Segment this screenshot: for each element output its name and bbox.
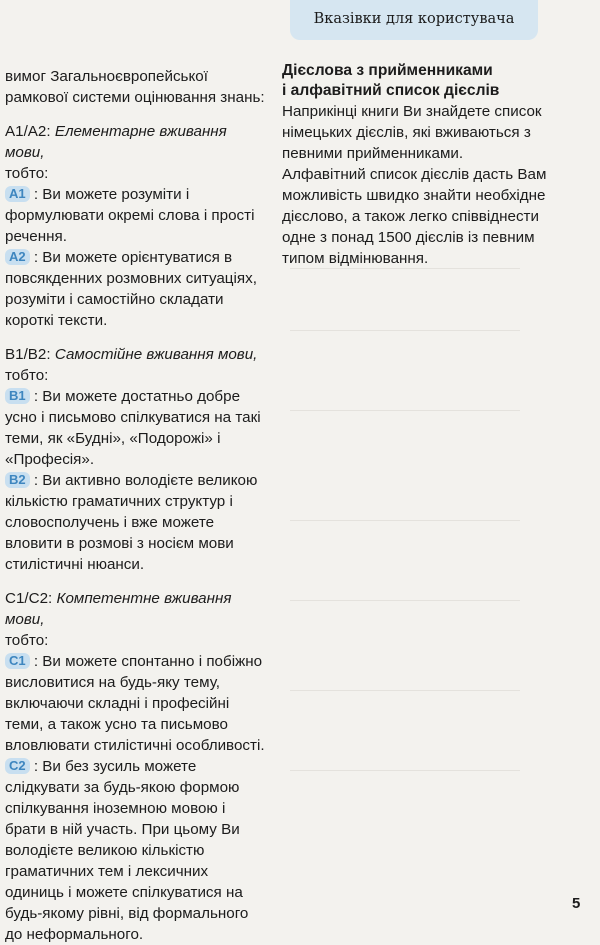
list-item-a2 bbox=[5, 247, 267, 331]
list-item-text: : Ви можете розуміти і формулювати окремі слова і прості речення. bbox=[5, 186, 255, 245]
list-item-text: : Ви активно володієте великою кількістю граматичних структур і словосполучень і вже можете вловити в розмові з носієм мови стилістичні нюанси. bbox=[5, 472, 258, 573]
page-number: 5 bbox=[572, 895, 581, 912]
list-item-text: : Ви можете спонтанно і побіжно висловитися на будь-яку тему, включаючи складні і професійні теми, а також усно та письмово вловлювати стилістичні особливості. bbox=[5, 653, 265, 754]
level-c-tail: тобто: bbox=[5, 632, 49, 649]
list-item-text: : Ви можете орієнтуватися в повсякденних розмовних ситуаціях, розуміти і самостійно складати короткі тексти. bbox=[5, 249, 257, 329]
intro-text: вимог Загальноєвропейської рамкової системи оцінювання знань: bbox=[5, 68, 265, 106]
level-badge-a1: A1 bbox=[5, 186, 30, 202]
list-item-c1 bbox=[5, 651, 267, 756]
list-item-text: : Ви без зусиль можете слідкувати за будь-якою формою спілкування іноземною мовою і брати в ній участь. При цьому Ви володієте великою кількістю граматичних тем і лексичних одиниць і можете спілкуватися на будь-якому рівні, від формального до неформального. bbox=[5, 758, 249, 943]
level-badge-c1: C1 bbox=[5, 653, 30, 669]
list-item-a1 bbox=[5, 184, 267, 247]
level-a-code: А1/А2: bbox=[5, 123, 51, 140]
section-title-line2: і алфавітний список дієслів bbox=[282, 82, 500, 99]
level-a-tail: тобто: bbox=[5, 165, 49, 182]
level-b-label: Самостійне вживання мови, bbox=[54, 346, 258, 363]
section-body: Наприкінці книги Ви знайдете список німецьких дієслів, які вживаються з певними прийменниками. Алфавітний список дієслів дасть Вам можливість швидко знайти необхідне дієслово, а також легко співвіднести одне з понад 1500 дієслів із певним типом відмінювання. bbox=[282, 103, 547, 267]
level-a-heading bbox=[5, 121, 267, 184]
list-item-text: : Ви можете достатньо добре усно і письмово спілкуватися на такі теми, як «Будні», «Подорожі» і «Професія». bbox=[5, 388, 261, 468]
level-b-tail: тобто: bbox=[5, 367, 49, 384]
left-column bbox=[5, 66, 267, 945]
level-b-code: В1/В2: bbox=[5, 346, 51, 363]
right-column bbox=[282, 61, 550, 269]
level-badge-a2: A2 bbox=[5, 249, 30, 265]
level-badge-c2: C2 bbox=[5, 758, 30, 774]
level-a-label: Елементарне вживання мови, bbox=[5, 123, 227, 161]
list-item-b1 bbox=[5, 386, 267, 470]
level-c-label: Компетентне вживання мови, bbox=[5, 590, 232, 628]
list-item-c2 bbox=[5, 756, 267, 945]
level-badge-b1: B1 bbox=[5, 388, 30, 404]
level-b-heading bbox=[5, 344, 267, 386]
level-badge-b2: B2 bbox=[5, 472, 30, 488]
header-title: Вказівки для користувача bbox=[313, 11, 515, 27]
section-title bbox=[282, 61, 550, 101]
header-tab bbox=[290, 0, 538, 40]
section-title-line1: Дієслова з прийменниками bbox=[282, 62, 493, 79]
list-item-b2 bbox=[5, 470, 267, 575]
level-c-heading bbox=[5, 588, 267, 651]
level-c-code: С1/С2: bbox=[5, 590, 53, 607]
